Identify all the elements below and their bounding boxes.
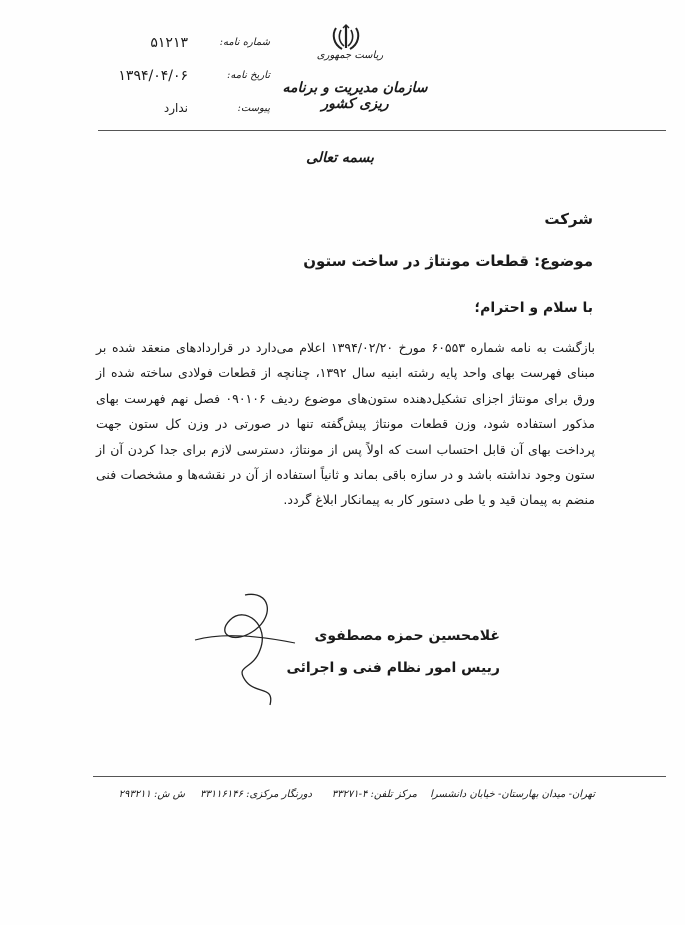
footer-postal: ش ش: ۲۹۳۲۱۱ [118, 789, 185, 800]
letter-number-row [100, 37, 270, 59]
attachment-value: ندارد [163, 101, 188, 115]
signatory-name: غلامحسین حمزه مصطفوی [314, 628, 500, 644]
emblem-logo-icon [330, 24, 362, 52]
letter-body [96, 335, 595, 513]
footer-divider [93, 776, 666, 777]
attachment-label: پیوست: [237, 103, 270, 114]
letter-date-value: ۱۳۹۴/۰۴/۰۶ [118, 68, 188, 84]
attachment-row [100, 103, 270, 125]
letter-subject: موضوع: قطعات مونتاژ در ساخت ستون [303, 252, 593, 270]
handwritten-signature [175, 585, 315, 715]
letter-number-label: شماره نامه: [219, 37, 270, 48]
signatory-title: رییس امور نظام فنی و اجرائی [286, 660, 500, 676]
basmala-heading: بسمه تعالی [306, 150, 374, 166]
footer-fax: دورنگار مرکزی: ۳۳۱۱۶۱۴۶ [200, 789, 312, 800]
letter-date-label: تاریخ نامه: [227, 70, 270, 81]
org-name: سازمان مدیریت و برنامه ریزی کشور [282, 80, 428, 112]
footer-phone: مرکز تلفن: ۴-۳۳۲۷۱ [331, 789, 417, 800]
letter-number-value: ۵۱۲۱۳ [150, 35, 188, 51]
footer-address: تهران- میدان بهارستان- خیابان دانشسرا [430, 789, 595, 800]
header-divider [98, 130, 666, 131]
body-paragraph: بازگشت به نامه شماره ۶۰۵۵۳ مورخ ۱۳۹۴/۰۲/۲۰ اعلام می‌دارد در قراردادهای منعقد شده بر مبنای فهرست بهای واحد پایه رشته ابنیه سال ۱۳۹۲، چنانچه از قطعات فولادی ساخته شده از ورق برای مونتاژ اجزای تشکیل‌دهنده ستون‌های موضوع ردیف ۰۹۰۱۰۶ فصل نهم فهرست بهای مذکور استفاده شود، وزن قطعات مونتاژ پیش‌گفته تنها در صورتی در وزن کل ستون جهت پرداخت بهای آن قابل احتساب است که اولاً پس از مونتاژ، دسترسی لازم برای جدا کردن آن از ستون وجود نداشته باشد و در سازه باقی بماند و ثانیاً استفاده از آن در نقشه‌ها و مشخصات فنی منضم به پیمان قید و یا طی دستور کار به پیمانکار ابلاغ گردد. [96, 340, 595, 508]
greeting: با سلام و احترام؛ [474, 300, 593, 316]
letter-date-row [100, 70, 270, 92]
recipient-company: شرکت [544, 210, 593, 228]
org-parent-label: ریاست جمهوری [316, 50, 384, 61]
